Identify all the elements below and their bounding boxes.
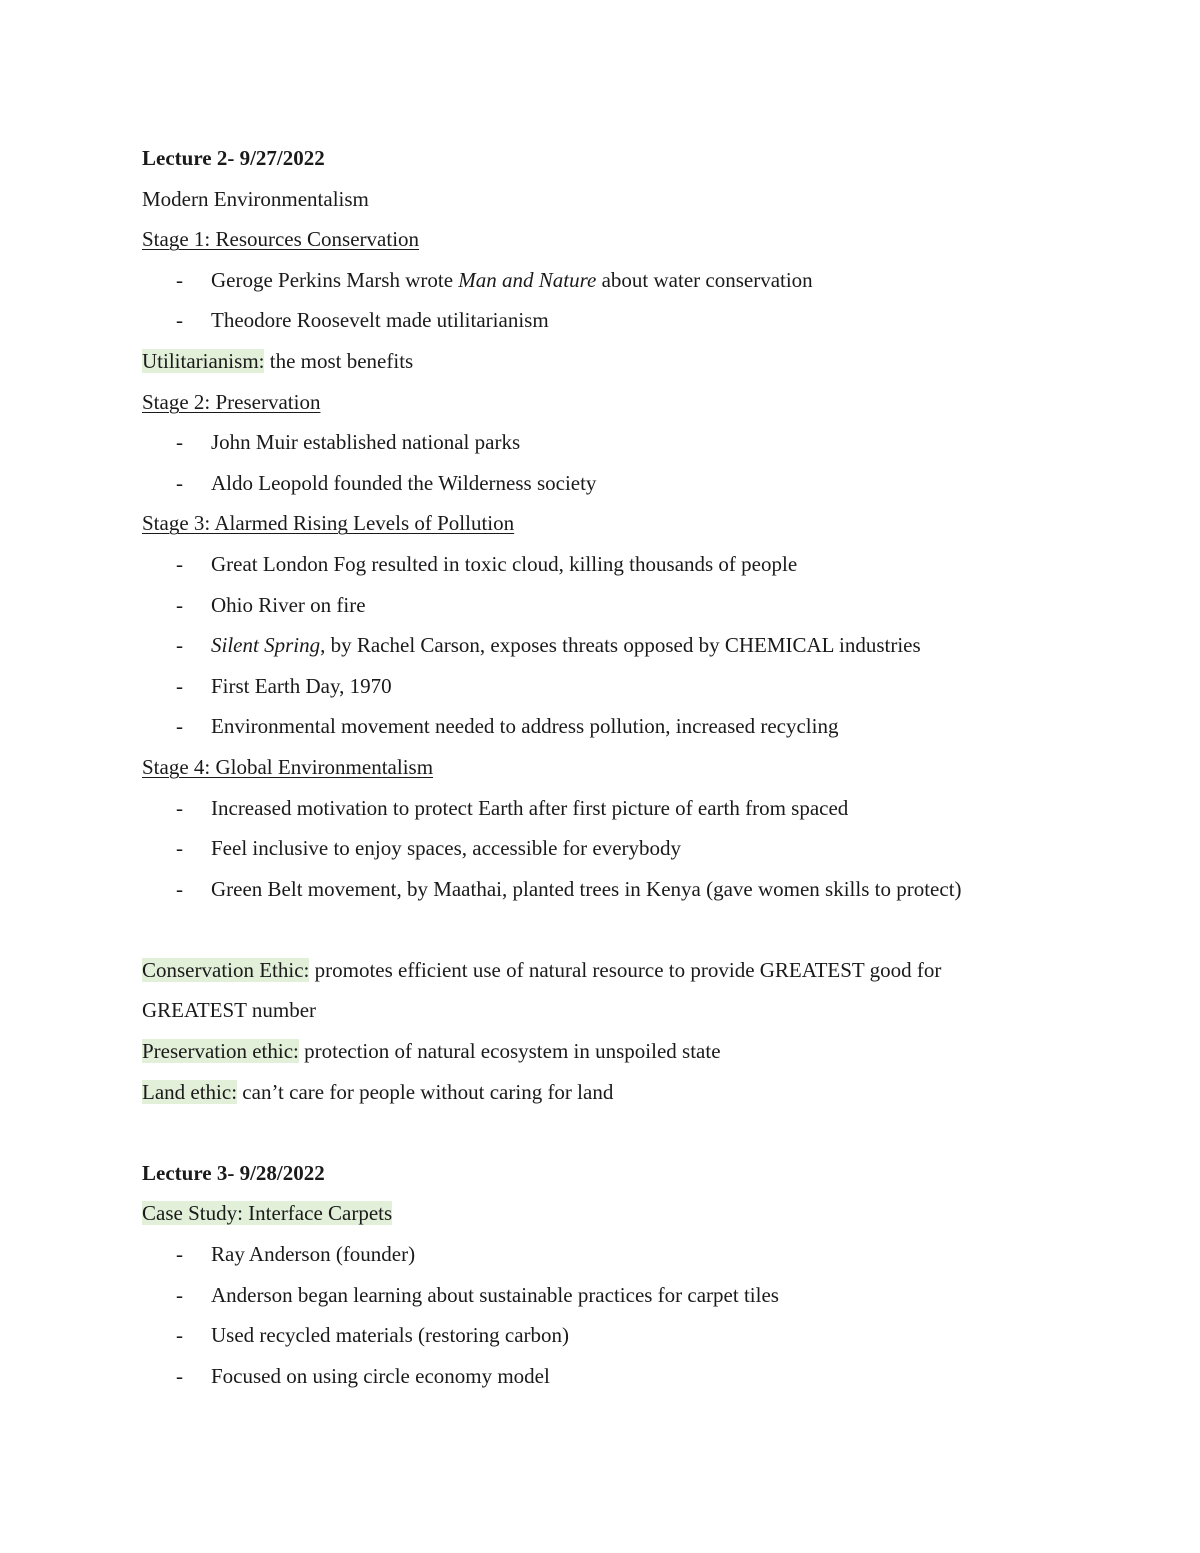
definition-term: Land ethic: <box>142 1079 238 1104</box>
bullet-text: Focused on using circle economy model <box>211 1363 550 1388</box>
bullet-dash: - <box>176 1242 183 1267</box>
book-title: Silent Spring <box>211 633 321 658</box>
list-item <box>142 706 1102 747</box>
list-item <box>142 1356 1102 1397</box>
bullet-text: Anderson began learning about sustainable practices for carpet tiles <box>211 1282 779 1307</box>
list-item <box>142 463 1102 504</box>
bullet-text: Ohio River on fire <box>211 592 366 617</box>
bullet-dash: - <box>176 795 183 820</box>
list-item <box>142 1275 1102 1316</box>
list-item <box>142 260 1102 301</box>
bullet-dash: - <box>176 876 183 901</box>
list-item <box>142 666 1102 707</box>
definition-term: Preservation ethic: <box>142 1039 299 1064</box>
definition-text: promotes efficient use of natural resource to provide GREATEST good for <box>309 957 942 982</box>
list-item <box>142 869 1102 910</box>
stage-4-title: Stage 4: Global Environmentalism <box>142 754 434 779</box>
definition-term: Utilitarianism: <box>142 348 265 373</box>
bullet-dash: - <box>176 430 183 455</box>
bullet-dash: - <box>176 470 183 495</box>
bullet-dash: - <box>176 673 183 698</box>
bullet-dash: - <box>176 308 183 333</box>
bullet-text: Ray Anderson (founder) <box>211 1242 416 1267</box>
blank-line <box>142 1112 1102 1153</box>
bullet-dash: - <box>176 267 183 292</box>
list-item <box>142 625 1102 666</box>
bullet-text: Great London Fog resulted in toxic cloud, killing thousands of people <box>211 551 798 576</box>
definition-utilitarianism <box>142 341 1102 382</box>
bullet-text: Green Belt movement, by Maathai, planted trees in Kenya (gave women skills to protect) <box>211 876 962 901</box>
bullet-text: Environmental movement needed to address pollution, increased recycling <box>211 714 839 739</box>
bullet-text: Aldo Leopold founded the Wilderness society <box>211 470 597 495</box>
blank-line <box>142 909 1102 950</box>
bullet-text: Theodore Roosevelt made utilitarianism <box>211 308 549 333</box>
bullet-text: John Muir established national parks <box>211 430 521 455</box>
case-study-line <box>142 1193 1102 1234</box>
bullet-dash: - <box>176 633 183 658</box>
bullet-text: Increased motivation to protect Earth after first picture of earth from spaced <box>211 795 849 820</box>
bullet-dash: - <box>176 714 183 739</box>
list-item <box>142 1315 1102 1356</box>
bullet-text: Used recycled materials (restoring carbon) <box>211 1323 570 1348</box>
list-item <box>142 585 1102 626</box>
lecture-2-heading: Lecture 2- 9/27/2022 <box>142 146 325 170</box>
list-item <box>142 828 1102 869</box>
stage-2-title: Stage 2: Preservation <box>142 389 321 414</box>
definition-land-ethic <box>142 1072 1102 1113</box>
stage-1-title: Stage 1: Resources Conservation <box>142 227 420 252</box>
definition-preservation-ethic <box>142 1031 1102 1072</box>
list-item <box>142 544 1102 585</box>
list-item <box>142 422 1102 463</box>
bullet-text: First Earth Day, 1970 <box>211 673 392 698</box>
bullet-text: Geroge Perkins Marsh wrote <box>211 267 459 292</box>
book-title: Man and Nature <box>458 267 597 292</box>
list-item <box>142 788 1102 829</box>
bullet-dash: - <box>176 836 183 861</box>
bullet-text: about water conservation <box>596 267 813 292</box>
definition-text: the most benefits <box>264 348 414 373</box>
bullet-text: Feel inclusive to enjoy spaces, accessible for everybody <box>211 836 682 861</box>
definition-term: Conservation Ethic: <box>142 957 310 982</box>
bullet-dash: - <box>176 1363 183 1388</box>
bullet-dash: - <box>176 551 183 576</box>
lecture-3-heading: Lecture 3- 9/28/2022 <box>142 1160 325 1185</box>
lecture-2-subtitle: Modern Environmentalism <box>142 186 369 211</box>
bullet-dash: - <box>176 592 183 617</box>
definition-conservation-ethic <box>142 950 1102 991</box>
stage-3-title: Stage 3: Alarmed Rising Levels of Pollution <box>142 511 515 536</box>
definition-text: can’t care for people without caring for land <box>237 1079 614 1104</box>
document-page <box>142 138 1102 1396</box>
definition-text: protection of natural ecosystem in unspoiled state <box>298 1039 721 1064</box>
list-item <box>142 1234 1102 1275</box>
list-item <box>142 300 1102 341</box>
case-study-title: Case Study: Interface Carpets <box>142 1201 393 1226</box>
definition-continuation: GREATEST number <box>142 998 317 1023</box>
bullet-dash: - <box>176 1282 183 1307</box>
bullet-dash: - <box>176 1323 183 1348</box>
bullet-text: , by Rachel Carson, exposes threats opposed by CHEMICAL industries <box>320 633 921 658</box>
